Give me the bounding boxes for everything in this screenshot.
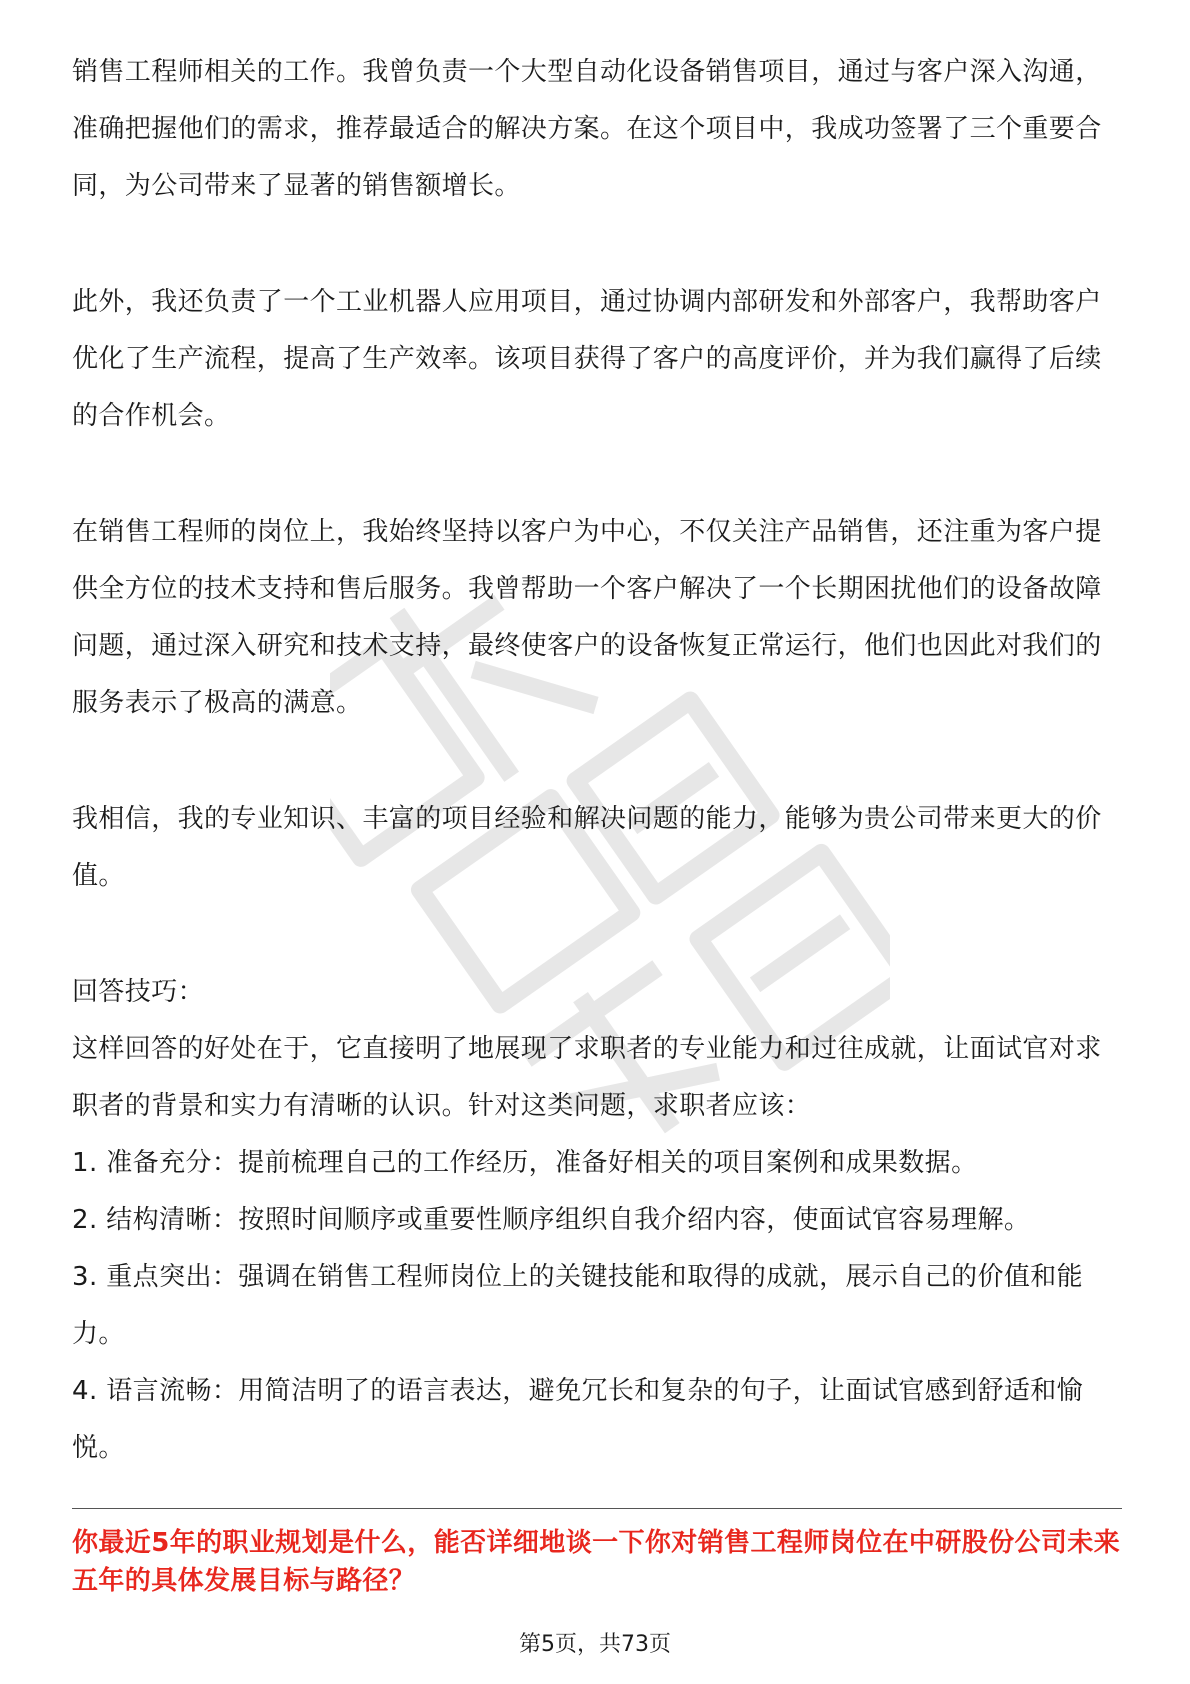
section-divider	[72, 1508, 1122, 1509]
tips-item-1: 1. 准备充分：提前梳理自己的工作经历，准备好相关的项目案例和成果数据。	[72, 1148, 978, 1178]
page-number: 第5页，共73页	[519, 1632, 671, 1657]
tips-intro: 这样回答的好处在于，它直接明了地展现了求职者的专业能力和过往成就，让面试官对求职者的背景和实力有清晰的认识。针对这类问题，求职者应该：	[72, 1034, 1102, 1121]
page-footer	[0, 1627, 1190, 1658]
next-question-heading: 你最近5年的职业规划是什么，能否详细地谈一下你对销售工程师岗位在中研股份公司未来五年的具体发展目标与路径？	[72, 1528, 1121, 1596]
tips-item-4: 4. 语言流畅：用简洁明了的语言表达，避免冗长和复杂的句子，让面试官感到舒适和愉悦。	[72, 1376, 1084, 1463]
tips-heading: 回答技巧：	[72, 977, 205, 1007]
main-content	[72, 44, 1122, 1477]
answer-paragraph-2: 此外，我还负责了一个工业机器人应用项目，通过协调内部研发和外部客户，我帮助客户优化了生产流程，提高了生产效率。该项目获得了客户的高度评价，并为我们赢得了后续的合作机会。	[72, 287, 1102, 431]
tips-item-3: 3. 重点突出：强调在销售工程师岗位上的关键技能和取得的成就，展示自己的价值和能力。	[72, 1262, 1084, 1349]
answer-paragraph-1: 销售工程师相关的工作。我曾负责一个大型自动化设备销售项目，通过与客户深入沟通，准确把握他们的需求，推荐最适合的解决方案。在这个项目中，我成功签署了三个重要合同，为公司带来了显著的销售额增长。	[72, 57, 1102, 201]
tips-list	[72, 1135, 1122, 1477]
tips-item-2: 2. 结构清晰：按照时间顺序或重要性顺序组织自我介绍内容，使面试官容易理解。	[72, 1205, 1031, 1235]
answer-paragraph-4: 我相信，我的专业知识、丰富的项目经验和解决问题的能力，能够为贵公司带来更大的价值。	[72, 804, 1102, 891]
answer-tips-section	[72, 964, 1122, 1477]
answer-paragraph-3: 在销售工程师的岗位上，我始终坚持以客户为中心，不仅关注产品销售，还注重为客户提供全方位的技术支持和售后服务。我曾帮助一个客户解决了一个长期困扰他们的设备故障问题，通过深入研究和技术支持，最终使客户的设备恢复正常运行，他们也因此对我们的服务表示了极高的满意。	[72, 517, 1102, 718]
